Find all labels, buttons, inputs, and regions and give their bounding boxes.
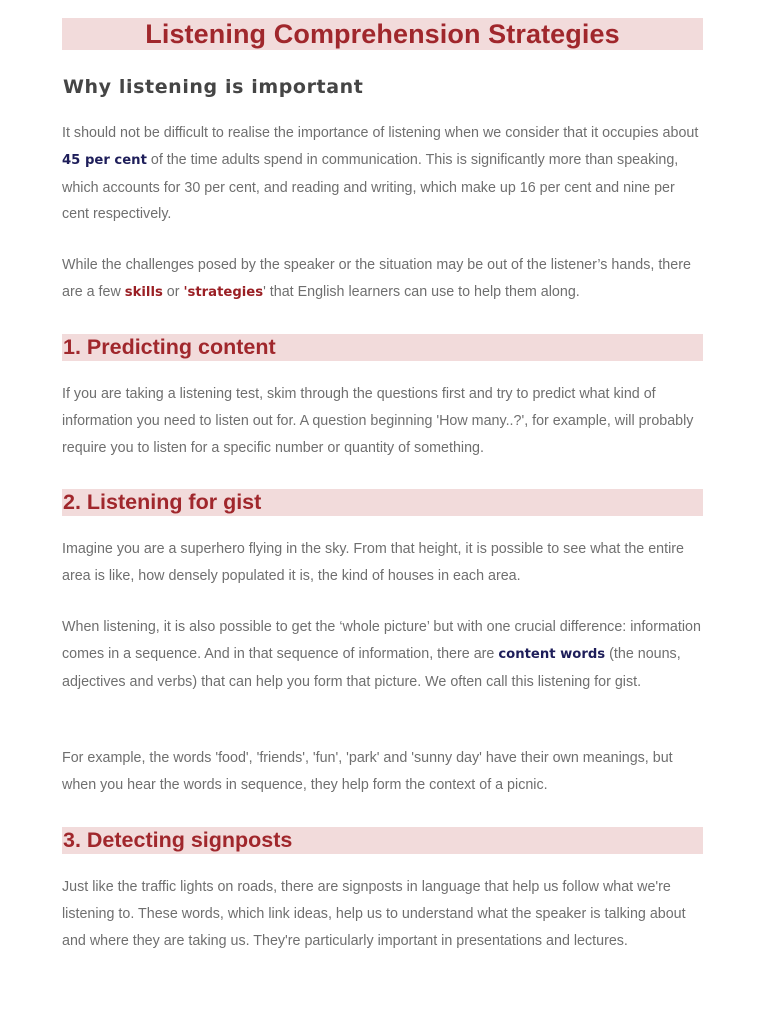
section-heading-listening-for-gist: 2. Listening for gist	[63, 490, 262, 514]
section-2-p2-text-end: (the nouns, adjectives and verbs) that can help you form that picture. We often call this listening for gist.	[62, 645, 681, 690]
title-banner	[62, 18, 703, 50]
intro-p2-text-end: ' that English learners can use to help them along.	[263, 283, 580, 300]
section-heading-bar-2	[62, 489, 703, 516]
section-1-paragraph: If you are taking a listening test, skim through the questions first and try to predict what kind of information you need to listen out for. A question beginning 'How many..?', for example, will probably require you to listen for a specific number or quantity of something.	[62, 386, 694, 456]
intro-p2-text-start: While the challenges posed by the speaker or the situation may be out of the listener’s hands, there are a few	[62, 257, 691, 300]
section-heading-predicting-content: 1. Predicting content	[63, 335, 276, 359]
section-3-paragraph: Just like the traffic lights on roads, there are signposts in language that help us follow what we're listening to. These words, which link ideas, help us to understand what the speaker is talking about and where they are taking us. They're particularly important in presentations and lectures.	[62, 879, 686, 949]
section-2-paragraph-2	[62, 614, 702, 695]
section-2-p2-text-start: When listening, it is also possible to get the ‘whole picture’ but with one crucial difference: information comes in a sequence. And in that sequence of information, there are	[62, 619, 701, 662]
section-2-paragraph-3: For example, the words 'food', 'friends', 'fun', 'park' and 'sunny day' have their own meanings, but when you hear the words in sequence, they help form the context of a picnic.	[62, 750, 673, 793]
intro-p2-text-middle: or	[162, 283, 184, 300]
intro-paragraph-2	[62, 252, 702, 307]
highlight-content-words: content words	[498, 646, 606, 662]
section-heading-detecting-signposts: 3. Detecting signposts	[63, 828, 293, 852]
highlight-skills: skills	[124, 284, 163, 300]
intro-p1-text-start: It should not be difficult to realise the importance of listening when we consider that it occupies about	[62, 125, 699, 141]
page-title: Listening Comprehension Strategies	[145, 18, 620, 49]
intro-p1-text-end: of the time adults spend in communication. This is significantly more than speaking, which accounts for 30 per cent, and reading and writing, which make up 16 per cent and nine per cent respectively.	[62, 151, 679, 223]
section-heading-bar-1	[62, 334, 703, 361]
highlight-strategies: 'strategies	[183, 284, 264, 300]
intro-paragraph-1	[62, 120, 702, 228]
highlight-45-per-cent: 45 per cent	[62, 152, 147, 168]
section-heading-bar-3	[62, 827, 703, 854]
section-2-paragraph-1: Imagine you are a superhero flying in the sky. From that height, it is possible to see what the entire area is like, how densely populated it is, the kind of houses in each area.	[62, 541, 684, 584]
subheading: Why listening is important	[63, 76, 364, 98]
